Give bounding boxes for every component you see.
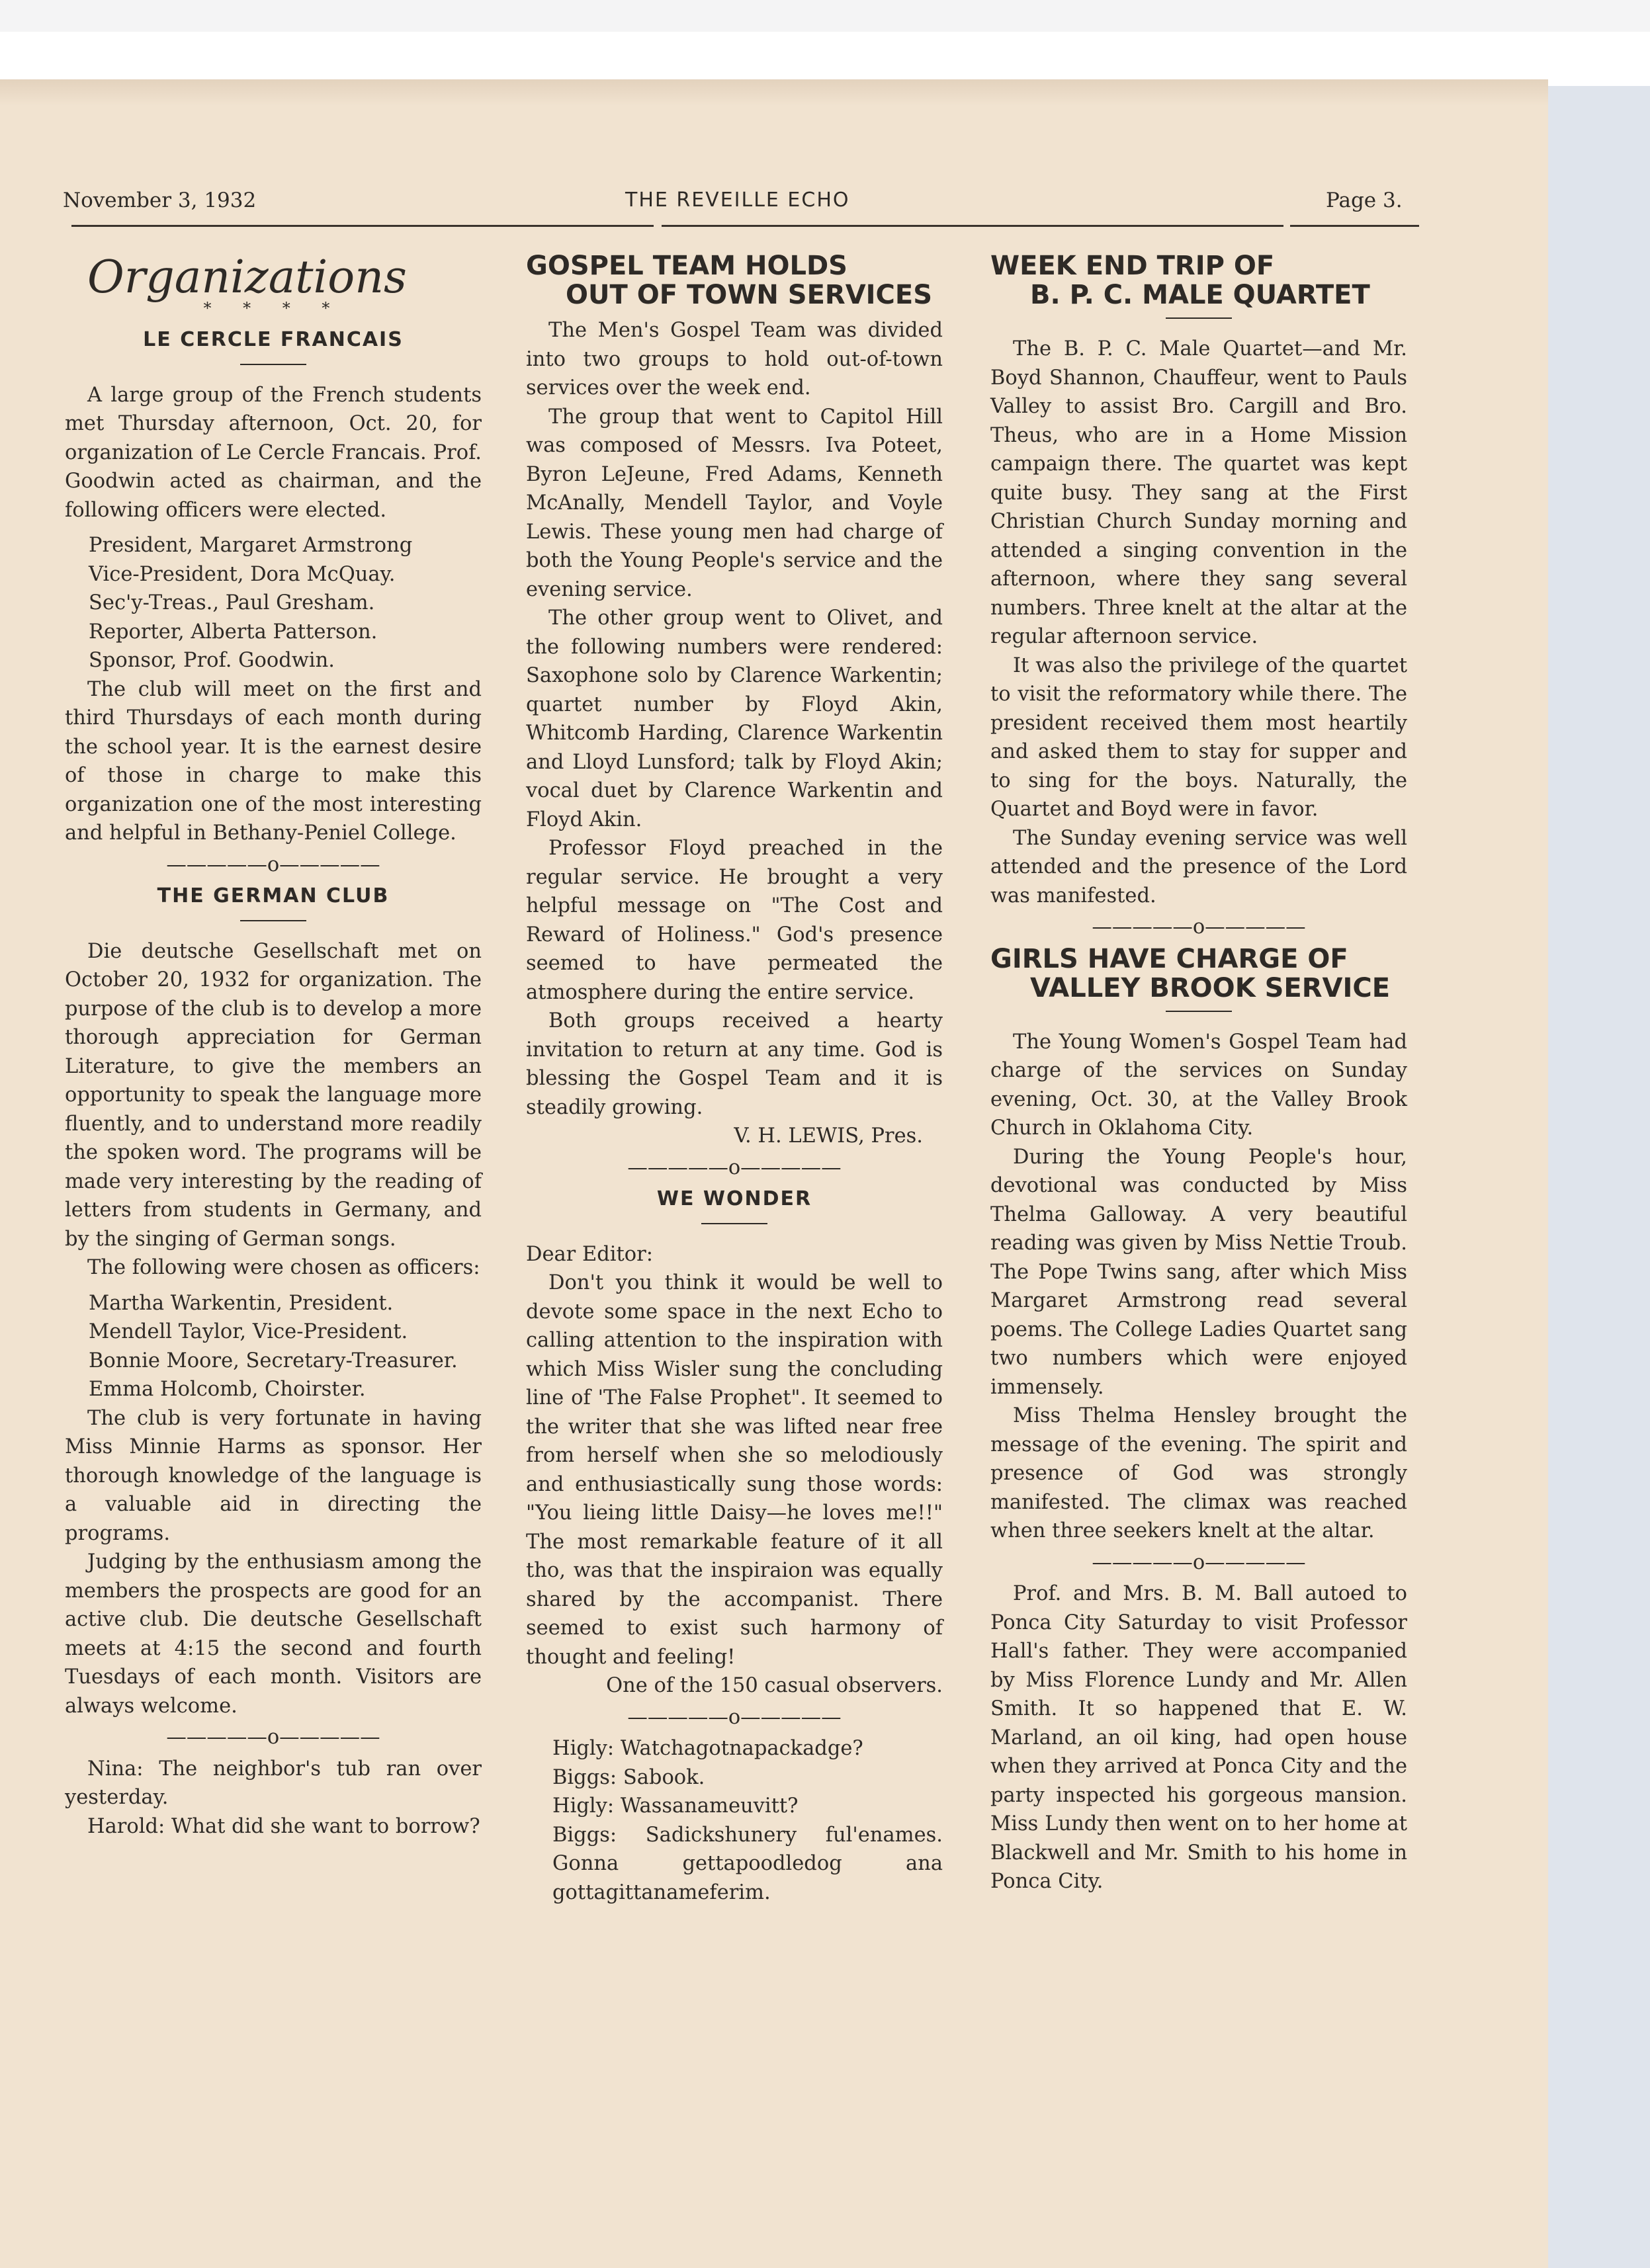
article-heading: THE GERMAN CLUB — [157, 884, 390, 907]
header-rule — [71, 225, 654, 227]
issue-date: November 3, 1932 — [63, 189, 257, 212]
paragraph: Prof. and Mrs. B. M. Ball autoed to Ponca City Saturday to visit Professor Hall's father. They were accompanied by Miss Florence Lundy and Mr. Allen Smith. It so happened that E. W. Marland, an oil king, had open house when they arrived at Ponca City and the party inspected his gorgeous mansion. Miss Lundy then went on to her home at Blackwell and Mr. Smith to his home in Ponca City. — [990, 1582, 1407, 1893]
dialogue-line: Biggs: Sadickshunery ful'enames. Gonna gettapoodledog ana gottagittanameferim. — [552, 1823, 943, 1904]
separator: —————o————— — [166, 1726, 380, 1749]
headline-line-1: WEEK END TRIP OF — [990, 251, 1275, 281]
signature: One of the 150 casual observers. — [606, 1674, 943, 1697]
salutation: Dear Editor: — [526, 1242, 653, 1266]
article-headline — [526, 251, 943, 310]
paragraph: Miss Thelma Hensley brought the message of the evening. The spirit and presence of God was strongly manifested. The climax was reached when three seekers knelt at the altar. — [990, 1404, 1407, 1542]
officer-line: Vice-President, Dora McQuay. — [89, 562, 396, 586]
newspaper-page — [0, 79, 1548, 2268]
divider — [240, 364, 306, 365]
paragraph: The club is very fortunate in having Miss Minnie Harms as sponsor. Her thorough knowledge of the language is a valuable aid in directing the programs. — [65, 1406, 482, 1545]
headline-line-1: GIRLS HAVE CHARGE OF — [990, 943, 1348, 974]
header-rule — [662, 225, 1283, 227]
paragraph: The Men's Gospel Team was divided into two groups to hold out-of-town services over the week end. — [526, 319, 943, 399]
officer-line: Reporter, Alberta Patterson. — [89, 620, 378, 644]
header-rule — [1290, 225, 1419, 227]
paragraph: During the Young People's hour, devotional was conducted by Miss Thelma Galloway. A very beautiful reading was given by Miss Nettie Troub. The Pope Twins sang, after which Miss Margaret Armstrong read several poems. The College Ladies Quartet sang two numbers which were enjoyed immensely. — [990, 1145, 1407, 1399]
background-edge — [1541, 86, 1650, 2268]
officer-line: Bonnie Moore, Secretary-Treasurer. — [89, 1349, 458, 1372]
officer-line: President, Margaret Armstrong — [89, 534, 413, 557]
separator: —————o————— — [627, 1155, 842, 1179]
paragraph: The group that went to Capitol Hill was composed of Messrs. Iva Poteet, Byron LeJeune, Fred Adams, Kenneth McAnally, Mendell Taylor, and Voyle Lewis. These young men had charge of both the Young People's service and the evening service. — [526, 405, 943, 601]
paragraph: Nina: The neighbor's tub ran over yesterday. — [65, 1757, 482, 1809]
article-headline — [990, 251, 1407, 310]
separator: —————o————— — [627, 1705, 842, 1729]
paragraph: It was also the privilege of the quartet to visit the reformatory while there. The president received them most heartily and asked them to stay for supper and to sing for the boys. Naturally, the Quartet and Boyd were in favor. — [990, 653, 1407, 821]
dialogue-line: Higly: Wassanameuvitt? — [552, 1794, 799, 1818]
paragraph: The following were chosen as officers: — [87, 1256, 480, 1279]
officer-line: Sec'y-Treas., Paul Gresham. — [89, 591, 375, 614]
paragraph: The B. P. C. Male Quartet—and Mr. Boyd Shannon, Chauffeur, went to Pauls Valley to assist Bro. Cargill and Bro. Theus, who are in a Home Mission campaign there. The quartet was kept quite busy. They sang at the First Christian Church Sunday morning and attended a singing convention in the afternoon, where they sang several numbers. Three knelt at the altar at the regular afternoon service. — [990, 337, 1407, 648]
paragraph: The club will meet on the first and third Thursdays of each month during the school year. It is the earnest desire of those in charge to make this organization one of the most interesting and helpful in Bethany-Peniel College. — [65, 677, 482, 845]
separator: —————o————— — [1092, 1550, 1306, 1574]
separator: —————o————— — [166, 853, 380, 876]
article-heading: WE WONDER — [656, 1187, 812, 1210]
article-headline — [990, 945, 1407, 1003]
paragraph: The other group went to Olivet, and the following numbers were rendered: Saxophone solo by Clarence Warkentin; quartet number by Floyd Akin, Whitcomb Harding, Clarence Warkentin and Lloyd Lunsford; talk by Floyd Akin; vocal duet by Clarence Warkentin and Floyd Akin. — [526, 607, 943, 831]
officer-line: Mendell Taylor, Vice-President. — [89, 1320, 408, 1343]
section-title: Organizations — [87, 251, 407, 304]
officer-line: Martha Warkentin, President. — [89, 1291, 394, 1315]
paragraph: Both groups received a hearty invitation to return at any time. God is blessing the Gospel Team and it is steadily growing. — [526, 1009, 943, 1119]
divider — [240, 920, 306, 921]
column-2 — [526, 251, 943, 1907]
divider — [701, 1223, 767, 1224]
signature: V. H. LEWIS, Pres. — [734, 1124, 923, 1148]
headline-line-2: VALLEY BROOK SERVICE — [1030, 972, 1391, 1003]
paragraph: The Young Women's Gospel Team had charge of the services on Sunday evening, Oct. 30, at the Valley Brook Church in Oklahoma City. — [990, 1030, 1407, 1140]
masthead-title: THE REVEILLE ECHO — [625, 189, 850, 212]
column-3 — [990, 251, 1407, 1896]
paragraph: Harold: What did she want to borrow? — [87, 1814, 480, 1838]
paragraph: Don't you think it would be well to devote some space in the next Echo to calling attention to the inspiration with which Miss Wisler sung the concluding line of 'The False Prophet". It seemed to the writer that she was lifted near free from herself when she so melodiously and enthusiastically sung those words: "You lieing little Daisy—he loves me!!" The most remarkable feature of it all tho, was that the inspiraion was equally shared by the accompanist. There seemed to exist such harmony of thought and feeling! — [526, 1271, 943, 1669]
page-number: Page 3. — [1326, 189, 1403, 212]
paragraph: Judging by the enthusiasm among the members the prospects are good for an active club. Die deutsche Gesellschaft meets at 4:15 the second and fourth Tuesdays of each month. Visitors are always welcome. — [65, 1550, 482, 1718]
divider — [1166, 317, 1232, 319]
separator: —————o————— — [1092, 915, 1306, 939]
officer-line: Emma Holcomb, Choirster. — [89, 1378, 366, 1401]
headline-line-2: OUT OF TOWN SERVICES — [566, 280, 933, 310]
dialogue-line: Higly: Watchagotnapackadge? — [552, 1737, 863, 1760]
paragraph: Die deutsche Gesellschaft met on October 20, 1932 for organization. The purpose of the club is to develop a more thorough appreciation for German Literature, to give the members an opportunity to speak the language more fluently, and to understand more readily the spoken word. The programs will be made very interesting by the reading of letters from students in Germany, and by the singing of German songs. — [65, 939, 482, 1251]
headline-line-1: GOSPEL TEAM HOLDS — [526, 251, 847, 281]
dialogue-line: Biggs: Sabook. — [552, 1765, 705, 1789]
paragraph: Professor Floyd preached in the regular service. He brought a very helpful message on "The Cost and Reward of Holiness." God's presence seemed to have permeated the atmosphere during the entire service. — [526, 837, 943, 1004]
paragraph: A large group of the French students met Thursday afternoon, Oct. 20, for organization of Le Cercle Francais. Prof. Goodwin acted as chairman, and the following officers were elected. — [65, 383, 482, 522]
headline-line-2: B. P. C. MALE QUARTET — [1030, 280, 1370, 310]
paragraph: The Sunday evening service was well attended and the presence of the Lord was manifested. — [990, 826, 1407, 907]
divider — [1166, 1011, 1232, 1012]
decorative-stars: * * * * — [203, 299, 343, 317]
article-heading: LE CERCLE FRANCAIS — [143, 328, 404, 351]
top-bar — [0, 0, 1650, 32]
officer-line: Sponsor, Prof. Goodwin. — [89, 649, 335, 672]
column-1 — [65, 251, 482, 1841]
